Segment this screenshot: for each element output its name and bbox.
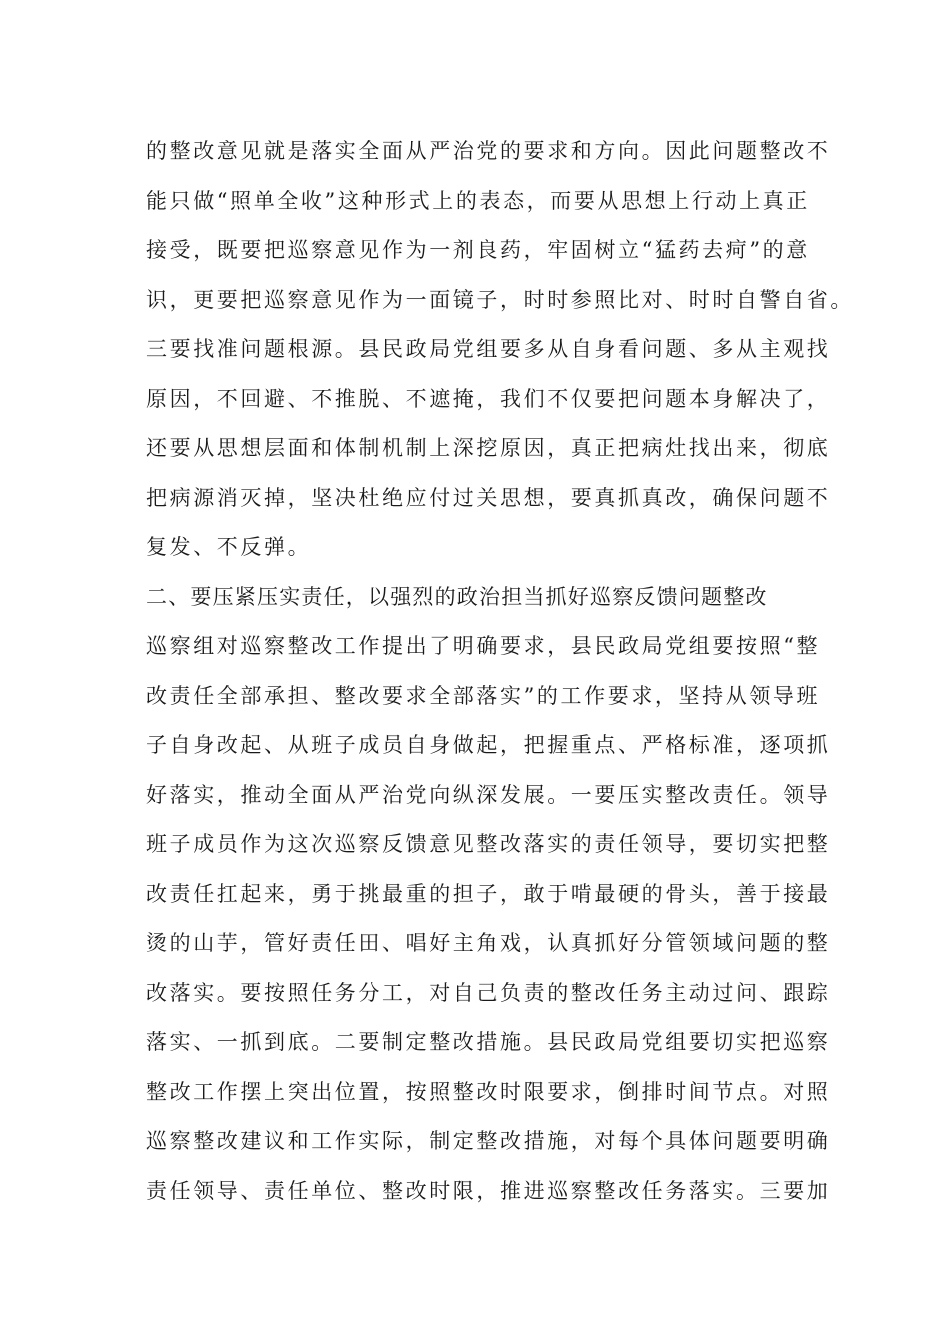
text-line: 还要从思想层面和体制机制上深挖原因，真正把病灶找出来，彻底 <box>146 436 831 460</box>
text-line: 的整改意见就是落实全面从严治党的要求和方向。因此问题整改不 <box>146 139 831 163</box>
text-line: 好落实，推动全面从严治党向纵深发展。一要压实整改责任。领导 <box>146 782 831 807</box>
text-line: 原因，不回避、不推脱、不遮掩，我们不仅要把问题本身解决了， <box>146 386 831 411</box>
text-line: 巡察组对巡察整改工作提出了明确要求，县民政局党组要按照“整 <box>146 634 821 658</box>
text-line: 整改工作摆上突出位置，按照整改时限要求，倒排时间节点。对照 <box>146 1079 831 1104</box>
body-text <box>146 127 854 1216</box>
text-line: 复发、不反弹。 <box>146 535 312 559</box>
text-line: 烫的山芋，管好责任田、唱好主角戏，认真抓好分管领域问题的整 <box>146 931 831 955</box>
text-line: 落实、一抓到底。二要制定整改措施。县民政局党组要切实把巡察 <box>146 1030 831 1054</box>
text-line: 改责任全部承担、整改要求全部落实”的工作要求，坚持从领导班 <box>146 683 821 708</box>
text-line: 改落实。要按照任务分工，对自己负责的整改任务主动过问、跟踪 <box>146 980 831 1005</box>
text-line: 把病源消灭掉，坚决杜绝应付过关思想，要真抓真改，确保问题不 <box>146 485 831 510</box>
text-line: 识，更要把巡察意见作为一面镜子，时时参照比对、时时自警自省。 <box>146 287 854 312</box>
text-line: 改责任扛起来，勇于挑最重的担子，敢于啃最硬的骨头，善于接最 <box>146 881 831 906</box>
text-line: 责任领导、责任单位、整改时限，推进巡察整改任务落实。三要加 <box>146 1178 831 1203</box>
text-line: 巡察整改建议和工作实际，制定整改措施，对每个具体问题要明确 <box>146 1129 831 1153</box>
section-heading: 二、要压紧压实责任，以强烈的政治担当抓好巡察反馈问题整改 <box>146 584 768 609</box>
text-line: 班子成员作为这次巡察反馈意见整改落实的责任领导，要切实把整 <box>146 832 831 856</box>
text-line: 接受，既要把巡察意见作为一剂良药，牢固树立“猛药去疴”的意 <box>146 238 810 262</box>
text-line: 子自身改起、从班子成员自身做起，把握重点、严格标准，逐项抓 <box>146 733 831 757</box>
text-line: 能只做“照单全收”这种形式上的表态，而要从思想上行动上真正 <box>146 188 810 213</box>
text-line: 三要找准问题根源。县民政局党组要多从自身看问题、多从主观找 <box>146 337 831 361</box>
